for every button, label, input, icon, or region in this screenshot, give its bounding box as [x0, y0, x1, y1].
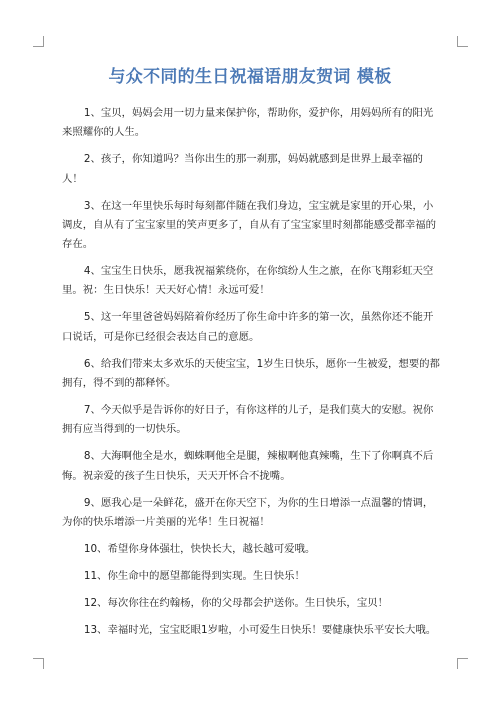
- crop-mark-top-right: [457, 36, 468, 47]
- paragraph: 3、在这一年里快乐每时每刻都伴随在我们身边，宝宝就是家里的开心果，小调皮，自从有了宝宝家里的笑声更多了，自从有了宝宝家里时刻都能感受都幸福的存在。: [62, 199, 437, 251]
- paragraph: 13、幸福时光，宝宝眨眼1岁啦，小可爱生日快乐！要健康快乐平安长大哦。: [83, 623, 437, 636]
- paragraph: 5、这一年里爸爸妈妈陪着你经历了你生命中许多的第一次，虽然你还不能开口说话，可是你已经很会表达自己的意愿。: [62, 311, 434, 343]
- paragraph: 2、孩子，你知道吗？当你出生的那一刹那，妈妈就感到是世界上最幸福的人！: [62, 153, 423, 185]
- paragraph: 1、宝贝，妈妈会用一切力量来保护你，帮助你，爱护你，用妈妈所有的阳光来照耀你的人生。: [62, 107, 434, 139]
- paragraph: 9、愿我心是一朵鲜花，盛开在你天空下，为你的生日增添一点温馨的情调，为你的快乐增添一片美丽的光华！生日祝福！: [62, 496, 434, 528]
- paragraph: 12、每次你往在约翰杨，你的父母都会护送你。生日快乐，宝贝！: [83, 596, 388, 609]
- paragraph: 7、今天似乎是告诉你的好日子，有你这样的儿子，是我们莫大的安慰。祝你拥有应当得到的一切快乐。: [62, 403, 434, 436]
- paragraph: 6、给我们带来太多欢乐的天使宝宝，1岁生日快乐，愿你一生被爱，想要的都拥有，得不到的都释怀。: [62, 357, 440, 389]
- crop-mark-top-left: [33, 36, 44, 47]
- paragraph: 11、你生命中的愿望都能得到实现。生日快乐！: [83, 569, 305, 582]
- paragraph: 4、宝宝生日快乐，愿我祝福萦绕你，在你缤纷人生之旅，在你飞翔彩虹天空里。祝：生日快乐！天天好心情！永远可爱！: [62, 265, 434, 297]
- document-title: 与众不同的生日祝福语朋友贺词 模板: [108, 67, 392, 87]
- document-body: [62, 104, 440, 648]
- crop-mark-bottom-left: [33, 658, 44, 669]
- crop-mark-bottom-right: [457, 658, 468, 669]
- paragraph: 8、大海啊他全是水，蜘蛛啊他全是腿，辣椒啊他真辣嘴，生下了你啊真不后悔。祝亲爱的孩子生日快乐，天天开怀合不拢嘴。: [62, 450, 434, 482]
- paragraph: 10、希望你身体强壮，快快长大，越长越可爱哦。: [83, 542, 316, 555]
